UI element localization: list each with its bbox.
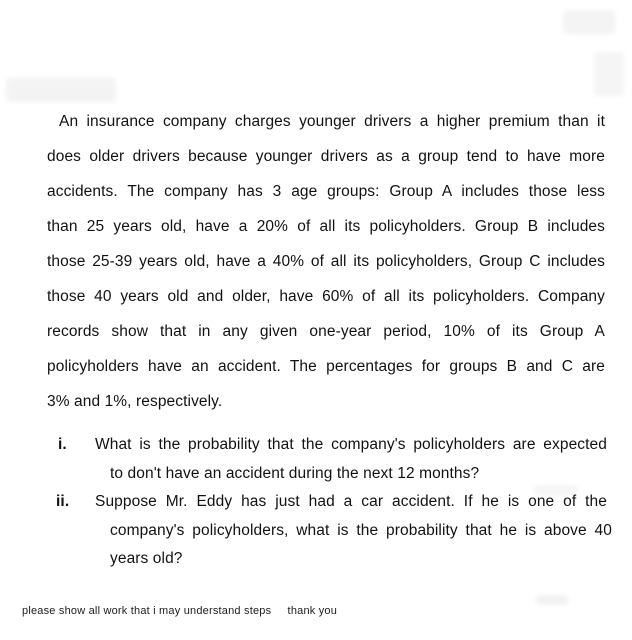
paragraph-line: An insurance company charges younger drivers a higher premium than it [59,113,605,130]
paragraph-line: than 25 years old, have a 20% of all its policyholders. Group B includes [47,218,605,235]
scan-artifact [594,52,624,96]
question-ii-line: years old? [110,550,183,567]
paragraph-line: 3% and 1%, respectively. [47,393,223,410]
paragraph-line: accidents. The company has 3 age groups: Group A includes those less [47,183,605,200]
scan-artifact [563,10,615,34]
question-ii-line: Suppose Mr. Eddy has just had a car accident. If he is one of the [95,493,607,510]
scan-artifact [6,78,116,102]
question-ii [0,488,632,574]
paragraph-line: does older drivers because younger drivers as a group tend to have more [47,148,605,165]
question-i-line: to don't have an accident during the next 12 months? [110,464,480,482]
question-i-line: What is the probability that the company's policyholders are expected [95,436,607,453]
instruction-note: please show all work that i may understand steps thank you [22,605,338,617]
question-ii-line: company's policyholders, what is the probability that he is above 40 [110,521,612,539]
question-ii-marker: ii. [56,493,70,510]
paragraph-line: records show that in any given one-year period, 10% of its Group A [47,323,605,340]
question-i-marker: i. [58,436,67,453]
paragraph-line: those 25-39 years old, have a 40% of all its policyholders, Group C includes [47,253,605,270]
problem-paragraph [47,104,605,419]
scan-artifact [536,595,568,605]
question-i [0,431,632,488]
paragraph-line: policyholders have an accident. The percentages for groups B and C are [47,358,605,375]
paragraph-line: those 40 years old and older, have 60% of all its policyholders. Company [47,288,605,305]
